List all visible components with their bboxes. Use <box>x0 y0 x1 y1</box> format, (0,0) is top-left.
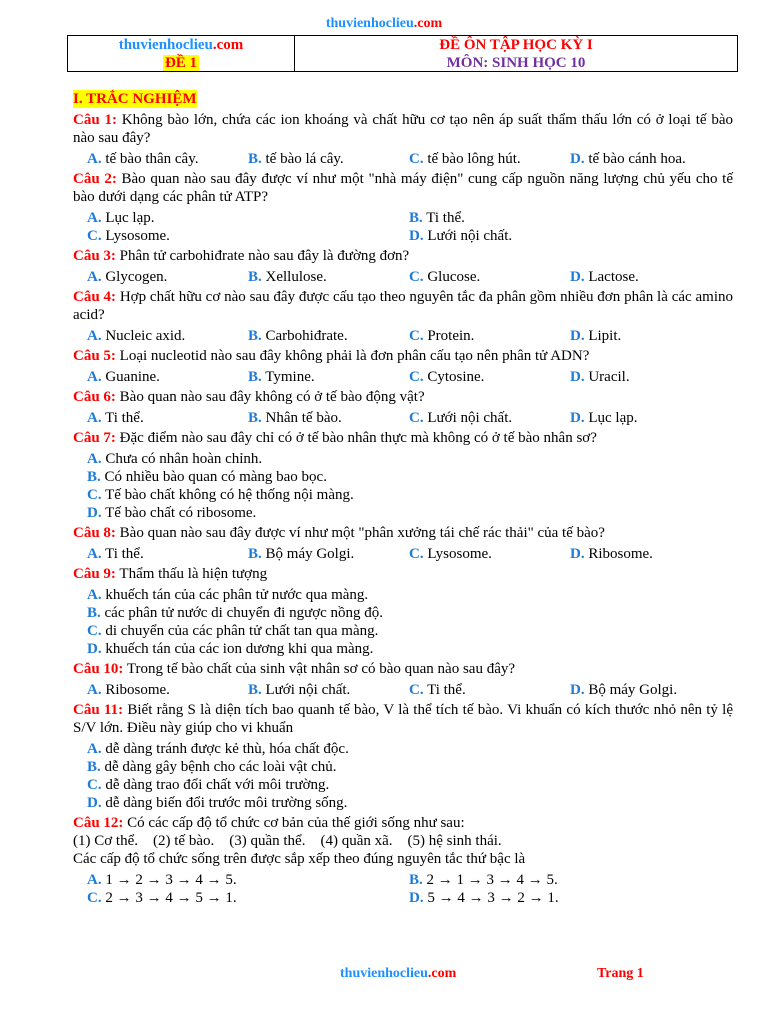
option-letter: A. <box>87 369 102 385</box>
option-letter: D. <box>570 328 585 344</box>
answer-option[interactable] <box>409 545 570 563</box>
answer-option[interactable] <box>87 150 248 168</box>
option-letter: C. <box>87 228 102 244</box>
answer-option[interactable] <box>409 327 570 345</box>
option-text: Lysosome. <box>101 228 170 244</box>
option-text: khuếch tán của các phân tử nước qua màng. <box>101 587 369 603</box>
option-letter: A. <box>87 269 102 285</box>
option-text: Lipit. <box>584 328 622 344</box>
question-text: Hợp chất hữu cơ nào sau đây được cấu tạo theo nguyên tắc đa phân gồm nhiều đơn phân là các amino acid? <box>73 289 733 323</box>
answer-option[interactable] <box>409 889 731 907</box>
question-number: Câu 10: <box>73 661 124 677</box>
answer-option[interactable] <box>248 327 409 345</box>
option-text: Chưa có nhân hoàn chỉnh. <box>101 451 263 467</box>
option-letter: B. <box>248 151 262 167</box>
option-text: Lưới nội chất. <box>261 682 351 698</box>
option-text: Ti thể. <box>101 410 144 426</box>
answer-option[interactable] <box>409 150 570 168</box>
option-text: Nucleic axid. <box>101 328 186 344</box>
answer-option[interactable] <box>87 758 733 776</box>
option-text: 2 → 3 → 4 → 5 → 1. <box>101 890 237 906</box>
header-left-cell <box>68 36 295 71</box>
exam-title: ĐỀ ÔN TẬP HỌC KỲ I <box>439 36 593 53</box>
option-letter: D. <box>409 890 424 906</box>
question <box>73 111 733 147</box>
answer-option[interactable] <box>409 368 570 386</box>
option-text: 2 → 1 → 3 → 4 → 5. <box>422 872 558 888</box>
option-text: Glucose. <box>423 269 481 285</box>
option-text: Lưới nội chất. <box>423 410 513 426</box>
option-letter: D. <box>570 410 585 426</box>
option-letter: B. <box>409 210 423 226</box>
option-text: Ti thể. <box>422 210 465 226</box>
question-number: Câu 1: <box>73 112 117 128</box>
option-letter: B. <box>409 872 423 888</box>
answer-option[interactable] <box>87 327 248 345</box>
answer-option[interactable] <box>248 368 409 386</box>
answer-options <box>73 268 733 286</box>
option-letter: C. <box>87 890 102 906</box>
option-letter: A. <box>87 328 102 344</box>
question-text: Thẩm thấu là hiện tượng <box>115 566 268 582</box>
question <box>73 565 733 583</box>
answer-options <box>73 871 733 907</box>
question <box>73 347 733 365</box>
footer-site-link[interactable]: thuvienhoclieu.com <box>340 966 457 981</box>
option-text: Lysosome. <box>423 546 492 562</box>
option-letter: D. <box>570 369 585 385</box>
exam-content <box>73 90 733 907</box>
question-number: Câu 11: <box>73 702 124 718</box>
option-letter: B. <box>248 369 262 385</box>
answer-option[interactable] <box>409 227 731 245</box>
option-letter: C. <box>87 777 102 793</box>
option-text: di chuyển của các phân tử chất tan qua màng. <box>101 623 379 639</box>
answer-options <box>73 681 733 699</box>
option-text: dễ dàng tránh được kẻ thù, hóa chất độc. <box>101 741 349 757</box>
answer-options <box>73 209 733 245</box>
option-letter: C. <box>409 546 424 562</box>
option-letter: D. <box>87 641 102 657</box>
answer-option[interactable] <box>248 545 409 563</box>
site-domain: .com <box>413 16 443 31</box>
option-letter: A. <box>87 151 102 167</box>
option-text: Tế bào chất có ribosome. <box>101 505 257 521</box>
question <box>73 701 733 737</box>
answer-options <box>73 368 733 386</box>
answer-option[interactable] <box>87 681 248 699</box>
option-text: Tymine. <box>261 369 315 385</box>
option-text: tế bào lông hút. <box>423 151 521 167</box>
option-text: 1 → 2 → 3 → 4 → 5. <box>101 872 237 888</box>
answer-option[interactable] <box>570 368 731 386</box>
question-text: Đặc điểm nào sau đây chỉ có ở tế bào nhân thực mà không có ở tế bào nhân sơ? <box>115 430 597 446</box>
question-number: Câu 9: <box>73 566 116 582</box>
site-name: thuvienhoclieu <box>325 16 414 31</box>
header-right-cell <box>295 36 737 71</box>
option-text: Nhân tế bào. <box>261 410 342 426</box>
option-letter: C. <box>87 487 102 503</box>
answer-option[interactable] <box>87 871 409 889</box>
question-number: Câu 2: <box>73 171 117 187</box>
option-text: Lưới nội chất. <box>423 228 513 244</box>
option-letter: B. <box>248 269 262 285</box>
question <box>73 814 733 832</box>
answer-option[interactable] <box>409 681 570 699</box>
question-text: Không bào lớn, chứa các ion khoáng và chất hữu cơ tạo nên áp suất thẩm thấu lớn có ở loại tế bào nào sau đây? <box>73 112 733 146</box>
option-text: tế bào thân cây. <box>101 151 199 167</box>
answer-option[interactable] <box>87 368 248 386</box>
option-text: 5 → 4 → 3 → 2 → 1. <box>423 890 559 906</box>
option-text: Carbohiđrate. <box>261 328 348 344</box>
option-letter: C. <box>409 328 424 344</box>
answer-option[interactable] <box>87 586 733 604</box>
option-letter: C. <box>409 369 424 385</box>
answer-option[interactable] <box>87 409 248 427</box>
question-number: Câu 7: <box>73 430 116 446</box>
answer-option[interactable] <box>87 776 733 794</box>
option-text: dễ dàng biến đổi trước môi trường sống. <box>101 795 348 811</box>
option-letter: B. <box>248 410 262 426</box>
answer-option[interactable] <box>87 486 733 504</box>
option-letter: D. <box>570 151 585 167</box>
answer-option[interactable] <box>570 150 731 168</box>
option-letter: A. <box>87 451 102 467</box>
answer-option[interactable] <box>248 150 409 168</box>
answer-option[interactable] <box>409 409 570 427</box>
answer-option[interactable] <box>248 681 409 699</box>
option-text: Cytosine. <box>423 369 485 385</box>
answer-option[interactable] <box>87 468 733 486</box>
answer-option[interactable] <box>87 889 409 907</box>
option-text: Lactose. <box>584 269 639 285</box>
option-text: Bộ máy Golgi. <box>584 682 678 698</box>
option-letter: C. <box>409 410 424 426</box>
question <box>73 170 733 206</box>
answer-options <box>73 409 733 427</box>
option-text: Glycogen. <box>101 269 168 285</box>
question-number: Câu 6: <box>73 389 116 405</box>
question-text: Bào quan nào sau đây được ví như một "phân xưởng tái chế rác thải" của tế bào? <box>115 525 605 541</box>
option-text: Protein. <box>423 328 475 344</box>
answer-option[interactable] <box>248 268 409 286</box>
answer-option[interactable] <box>570 681 731 699</box>
exam-number: ĐỀ 1 <box>164 54 198 71</box>
question-text: Có các cấp độ tổ chức cơ bản của thế giới sống như sau: <box>123 815 465 831</box>
option-letter: D. <box>409 228 424 244</box>
page-number: Trang 1 <box>597 966 644 981</box>
option-text: khuếch tán của các ion dương khi qua màng. <box>101 641 374 657</box>
option-letter: A. <box>87 741 102 757</box>
option-letter: B. <box>248 328 262 344</box>
answer-option[interactable] <box>87 268 248 286</box>
option-letter: C. <box>409 269 424 285</box>
option-text: tế bào cánh hoa. <box>584 151 686 167</box>
answer-option[interactable] <box>87 622 733 640</box>
question-number: Câu 5: <box>73 348 116 364</box>
question-text: Phân tử carbohiđrate nào sau đây là đường đơn? <box>115 248 410 264</box>
answer-option[interactable] <box>570 545 731 563</box>
option-text: các phân tử nước di chuyển đi ngược nồng độ. <box>100 605 384 621</box>
answer-options <box>73 327 733 345</box>
option-letter: B. <box>87 759 101 775</box>
question-text: Bào quan nào sau đây không có ở tế bào động vật? <box>115 389 425 405</box>
site-header-link[interactable] <box>0 16 768 32</box>
question-list <box>73 111 733 907</box>
option-letter: D. <box>570 269 585 285</box>
answer-option[interactable] <box>570 409 731 427</box>
option-text: Bộ máy Golgi. <box>261 546 355 562</box>
answer-options <box>73 150 733 168</box>
option-letter: A. <box>87 587 102 603</box>
question-text: Trong tế bào chất của sinh vật nhân sơ có bào quan nào sau đây? <box>123 661 516 677</box>
option-text: Ti thể. <box>101 546 144 562</box>
option-text: Có nhiều bào quan có màng bao bọc. <box>100 469 327 485</box>
option-letter: A. <box>87 546 102 562</box>
question-number: Câu 8: <box>73 525 116 541</box>
option-letter: B. <box>248 682 262 698</box>
option-text: Lục lạp. <box>584 410 638 426</box>
answer-option[interactable] <box>570 268 731 286</box>
option-text: Xellulose. <box>261 269 327 285</box>
option-letter: A. <box>87 410 102 426</box>
answer-option[interactable] <box>248 409 409 427</box>
answer-options <box>73 586 733 658</box>
answer-option[interactable] <box>87 209 409 227</box>
question <box>73 429 733 447</box>
exam-subject: MÔN: SINH HỌC 10 <box>446 54 586 71</box>
answer-option[interactable] <box>87 227 409 245</box>
header-site[interactable]: thuvienhoclieu.com <box>118 36 244 53</box>
option-letter: C. <box>409 151 424 167</box>
option-letter: B. <box>87 605 101 621</box>
answer-option[interactable] <box>87 740 733 758</box>
option-letter: A. <box>87 872 102 888</box>
answer-option[interactable] <box>87 604 733 622</box>
question-text: Bào quan nào sau đây được ví như một "nhà máy điện" cung cấp nguồn năng lượng chủ yếu cho tế bào dưới dạng các phân tử ATP? <box>73 171 733 205</box>
answer-option[interactable] <box>409 268 570 286</box>
header-table <box>67 35 738 72</box>
answer-option[interactable] <box>87 450 733 468</box>
question <box>73 524 733 542</box>
answer-option[interactable] <box>87 640 733 658</box>
question-number: Câu 4: <box>73 289 116 305</box>
answer-option[interactable] <box>409 209 731 227</box>
option-text: Tế bào chất không có hệ thống nội màng. <box>101 487 354 503</box>
option-text: Lục lạp. <box>101 210 155 226</box>
question <box>73 288 733 324</box>
option-text: dễ dàng trao đổi chất với môi trường. <box>101 777 330 793</box>
question <box>73 388 733 406</box>
answer-option[interactable] <box>87 504 733 522</box>
answer-option[interactable] <box>87 545 248 563</box>
option-letter: D. <box>570 682 585 698</box>
answer-options <box>73 740 733 812</box>
question <box>73 660 733 678</box>
answer-option[interactable] <box>409 871 731 889</box>
question-text: Biết rằng S là diện tích bao quanh tế bào, V là thể tích tế bào. Vi khuẩn có kích thước nhỏ nên tỷ lệ S/V lớn. Điều này giúp cho vi khuẩn <box>73 702 734 736</box>
option-letter: D. <box>87 505 102 521</box>
question-prompt: Các cấp độ tổ chức sống trên được sắp xếp theo đúng nguyên tắc thứ bậc là <box>73 851 526 867</box>
question-number: Câu 3: <box>73 248 116 264</box>
option-text: Ribosome. <box>584 546 653 562</box>
option-letter: B. <box>87 469 101 485</box>
question-text: Loại nucleotid nào sau đây không phải là đơn phân cấu tạo nên phân tử ADN? <box>115 348 590 364</box>
organization-levels: (1) Cơ thể. (2) tế bào. (3) quần thể. (4) quần xã. (5) hệ sinh thái. <box>73 833 502 849</box>
option-text: Ribosome. <box>101 682 170 698</box>
option-letter: C. <box>409 682 424 698</box>
answer-option[interactable] <box>87 794 733 812</box>
section-title: I. TRẮC NGHIỆM <box>73 91 197 107</box>
option-text: tế bào lá cây. <box>261 151 344 167</box>
option-letter: A. <box>87 682 102 698</box>
option-text: Ti thể. <box>423 682 466 698</box>
answer-options <box>73 545 733 563</box>
answer-option[interactable] <box>570 327 731 345</box>
question <box>73 247 733 265</box>
answer-options <box>73 450 733 522</box>
option-letter: B. <box>248 546 262 562</box>
option-letter: C. <box>87 623 102 639</box>
option-text: Uracil. <box>584 369 630 385</box>
option-text: Guanine. <box>101 369 160 385</box>
option-letter: A. <box>87 210 102 226</box>
option-text: dễ dàng gây bệnh cho các loài vật chủ. <box>100 759 337 775</box>
option-letter: D. <box>570 546 585 562</box>
question-number: Câu 12: <box>73 815 124 831</box>
option-letter: D. <box>87 795 102 811</box>
